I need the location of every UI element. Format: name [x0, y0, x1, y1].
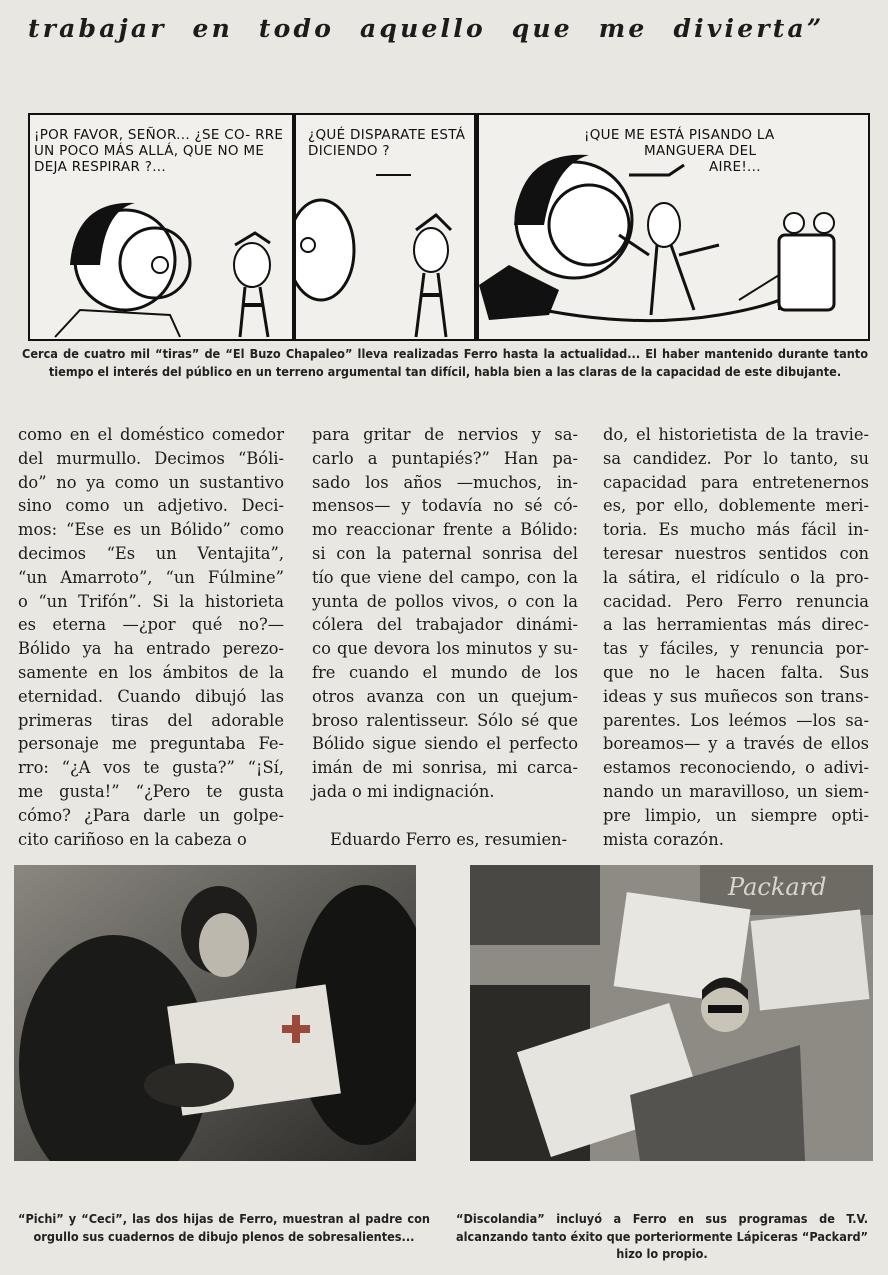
text-line: cito cariñoso en la cabeza o [18, 829, 247, 849]
text-line: tas y fáciles, y renuncia por- [603, 639, 869, 659]
comic-strip [28, 113, 870, 341]
comic-caption: Cerca de cuatro mil “tiras” de “El Buzo Chapaleo” lleva realizadas Ferro hasta la actualidad... El haber mantenido durante tanto tiempo el interés del público en un terreno argumental tan difícil, habla bien a las claras de la capacidad de este dibujante. [22, 346, 868, 379]
text-line: a las herramientas más direc- [603, 615, 869, 635]
text-line: Bólido ya ha entrado perezo- [18, 639, 284, 659]
text-line: sa candidez. Por lo tanto, su [603, 448, 869, 468]
paragraph-gap [312, 804, 578, 828]
text-line: capacidad para entretenernos [603, 472, 869, 492]
text-line: imán de mi sonrisa, mi carca- [312, 758, 578, 778]
text-line: fre cuando el mundo de los [312, 662, 578, 682]
text-line: para gritar de nervios y sa- [312, 425, 578, 444]
text-line: cólera del trabajador dinámi- [312, 615, 578, 635]
text-line: personaje me preguntaba Fe- [18, 734, 284, 754]
text-line: que no le hacen falta. Sus [603, 662, 869, 682]
text-line: otros avanza con un quejum- [312, 686, 578, 706]
text-line: mos: “Ese es un Bólido” como [18, 520, 284, 540]
text-line: yunta de pollos vivos, o con la [312, 591, 578, 611]
comic-panel-2 [296, 115, 479, 339]
text-line: del murmullo. Decimos “Bóli- [18, 448, 284, 468]
text-line: rro: “¿A vos te gusta?” “¡Sí, [18, 758, 284, 778]
text-line: mista corazón. [603, 829, 724, 849]
text-line: sino como un adjetivo. Deci- [18, 496, 284, 516]
speech-balloon-line: ¡QUE ME ESTÁ PISANDO LA [584, 127, 775, 143]
text-line: parentes. Los leémos —los sa- [603, 710, 869, 730]
text-line: estamos reconociendo, o adivi- [603, 758, 869, 778]
text-line: es, por ello, doblemente meri- [603, 496, 869, 516]
text-line: cómo? ¿Para darle un golpe- [18, 805, 284, 825]
text-line: “un Amarroto”, “un Fúlmine” [18, 567, 284, 587]
diver-and-man-drawing [296, 115, 474, 339]
text-line: me gusta!” “¿Pero te gusta [18, 781, 284, 801]
speech-balloon-line: MANGUERA DEL [644, 143, 757, 159]
photo-caption-left: “Pichi” y “Ceci”, las dos hijas de Ferro, muestran al padre con orgullo sus cuadernos de dibujo plenos de sobresalientes... [18, 1211, 430, 1244]
text-line: o “un Trifón”. Si la historieta [18, 591, 284, 611]
comic-panel-3 [479, 115, 868, 339]
text-line: do, el historietista de la travie- [603, 425, 869, 444]
text-line: nando un maravilloso, un siem- [603, 781, 869, 801]
text-line: carlo a puntapiés?” Han pa- [312, 448, 578, 468]
text-line: toria. Es mucho más fácil in- [603, 520, 869, 540]
comic-panel-1 [30, 115, 296, 339]
text-line: la sátira, el ridículo o la pro- [603, 567, 869, 587]
text-line: mensos— y todavía no sé có- [312, 496, 578, 516]
text-line: mo reaccionar frente a Bólido: [312, 520, 578, 540]
diver-and-man-drawing [30, 115, 292, 339]
diver-stepping-on-hose-drawing [479, 115, 868, 339]
text-line: cacidad. Pero Ferro renuncia [603, 591, 869, 611]
text-line: teresar nuestros sentidos con [603, 543, 869, 563]
text-line: ideas y sus muñecos son trans- [603, 686, 869, 706]
photo-daughters-with-father [14, 865, 416, 1161]
text-line: como en el doméstico comedor [18, 425, 284, 444]
text-line: broso ralentisseur. Sólo sé que [312, 710, 578, 730]
text-line: do” no ya como un sustantivo [18, 472, 284, 492]
text-line: sado los años —muchos, in- [312, 472, 578, 492]
photo-ferro-at-drawing-board [470, 865, 873, 1161]
text-line: samente en los ámbitos de la [18, 662, 284, 682]
text-line: eternidad. Cuando dibujó las [18, 686, 284, 706]
text-line: jada o mi indignación. [312, 781, 495, 801]
text-line: primeras tiras del adorable [18, 710, 284, 730]
photo-caption-right: “Discolandia” incluyó a Ferro en sus programas de T.V. alcanzando tanto éxito que porteriormente Lápiceras “Packard” hizo lo propio. [456, 1211, 868, 1261]
text-line: tío que viene del campo, con la [312, 567, 578, 587]
text-line: Bólido sigue siendo el perfecto [312, 734, 578, 754]
text-line: Eduardo Ferro es, resumien- [330, 829, 568, 849]
text-line: si con la paternal sonrisa del [312, 543, 578, 563]
text-line: pre limpio, un siempre opti- [603, 805, 869, 825]
packard-sign: Packard [728, 873, 827, 901]
text-line: es eterna —¿por qué no?— [18, 615, 284, 635]
article-heading: trabajar en todo aquello que me divierta” [28, 14, 825, 43]
text-line: decimos “Es un Ventajita”, [18, 543, 284, 563]
article-column-1 [18, 423, 284, 851]
speech-balloon: ¿QUÉ DISPARATE ESTÁ DICIENDO ? [308, 127, 466, 159]
article-column-3 [603, 423, 869, 851]
article-column-2 [312, 423, 578, 851]
text-line: boreamos— y a través de ellos [603, 734, 869, 754]
speech-balloon-line: AIRE!... [709, 159, 761, 175]
speech-balloon: ¡POR FAVOR, SEÑOR... ¿SE CO- RRE UN POCO MÁS ALLÁ, QUE NO ME DEJA RESPIRAR ?... [34, 127, 284, 175]
text-line: co que devora los minutos y su- [312, 639, 578, 659]
